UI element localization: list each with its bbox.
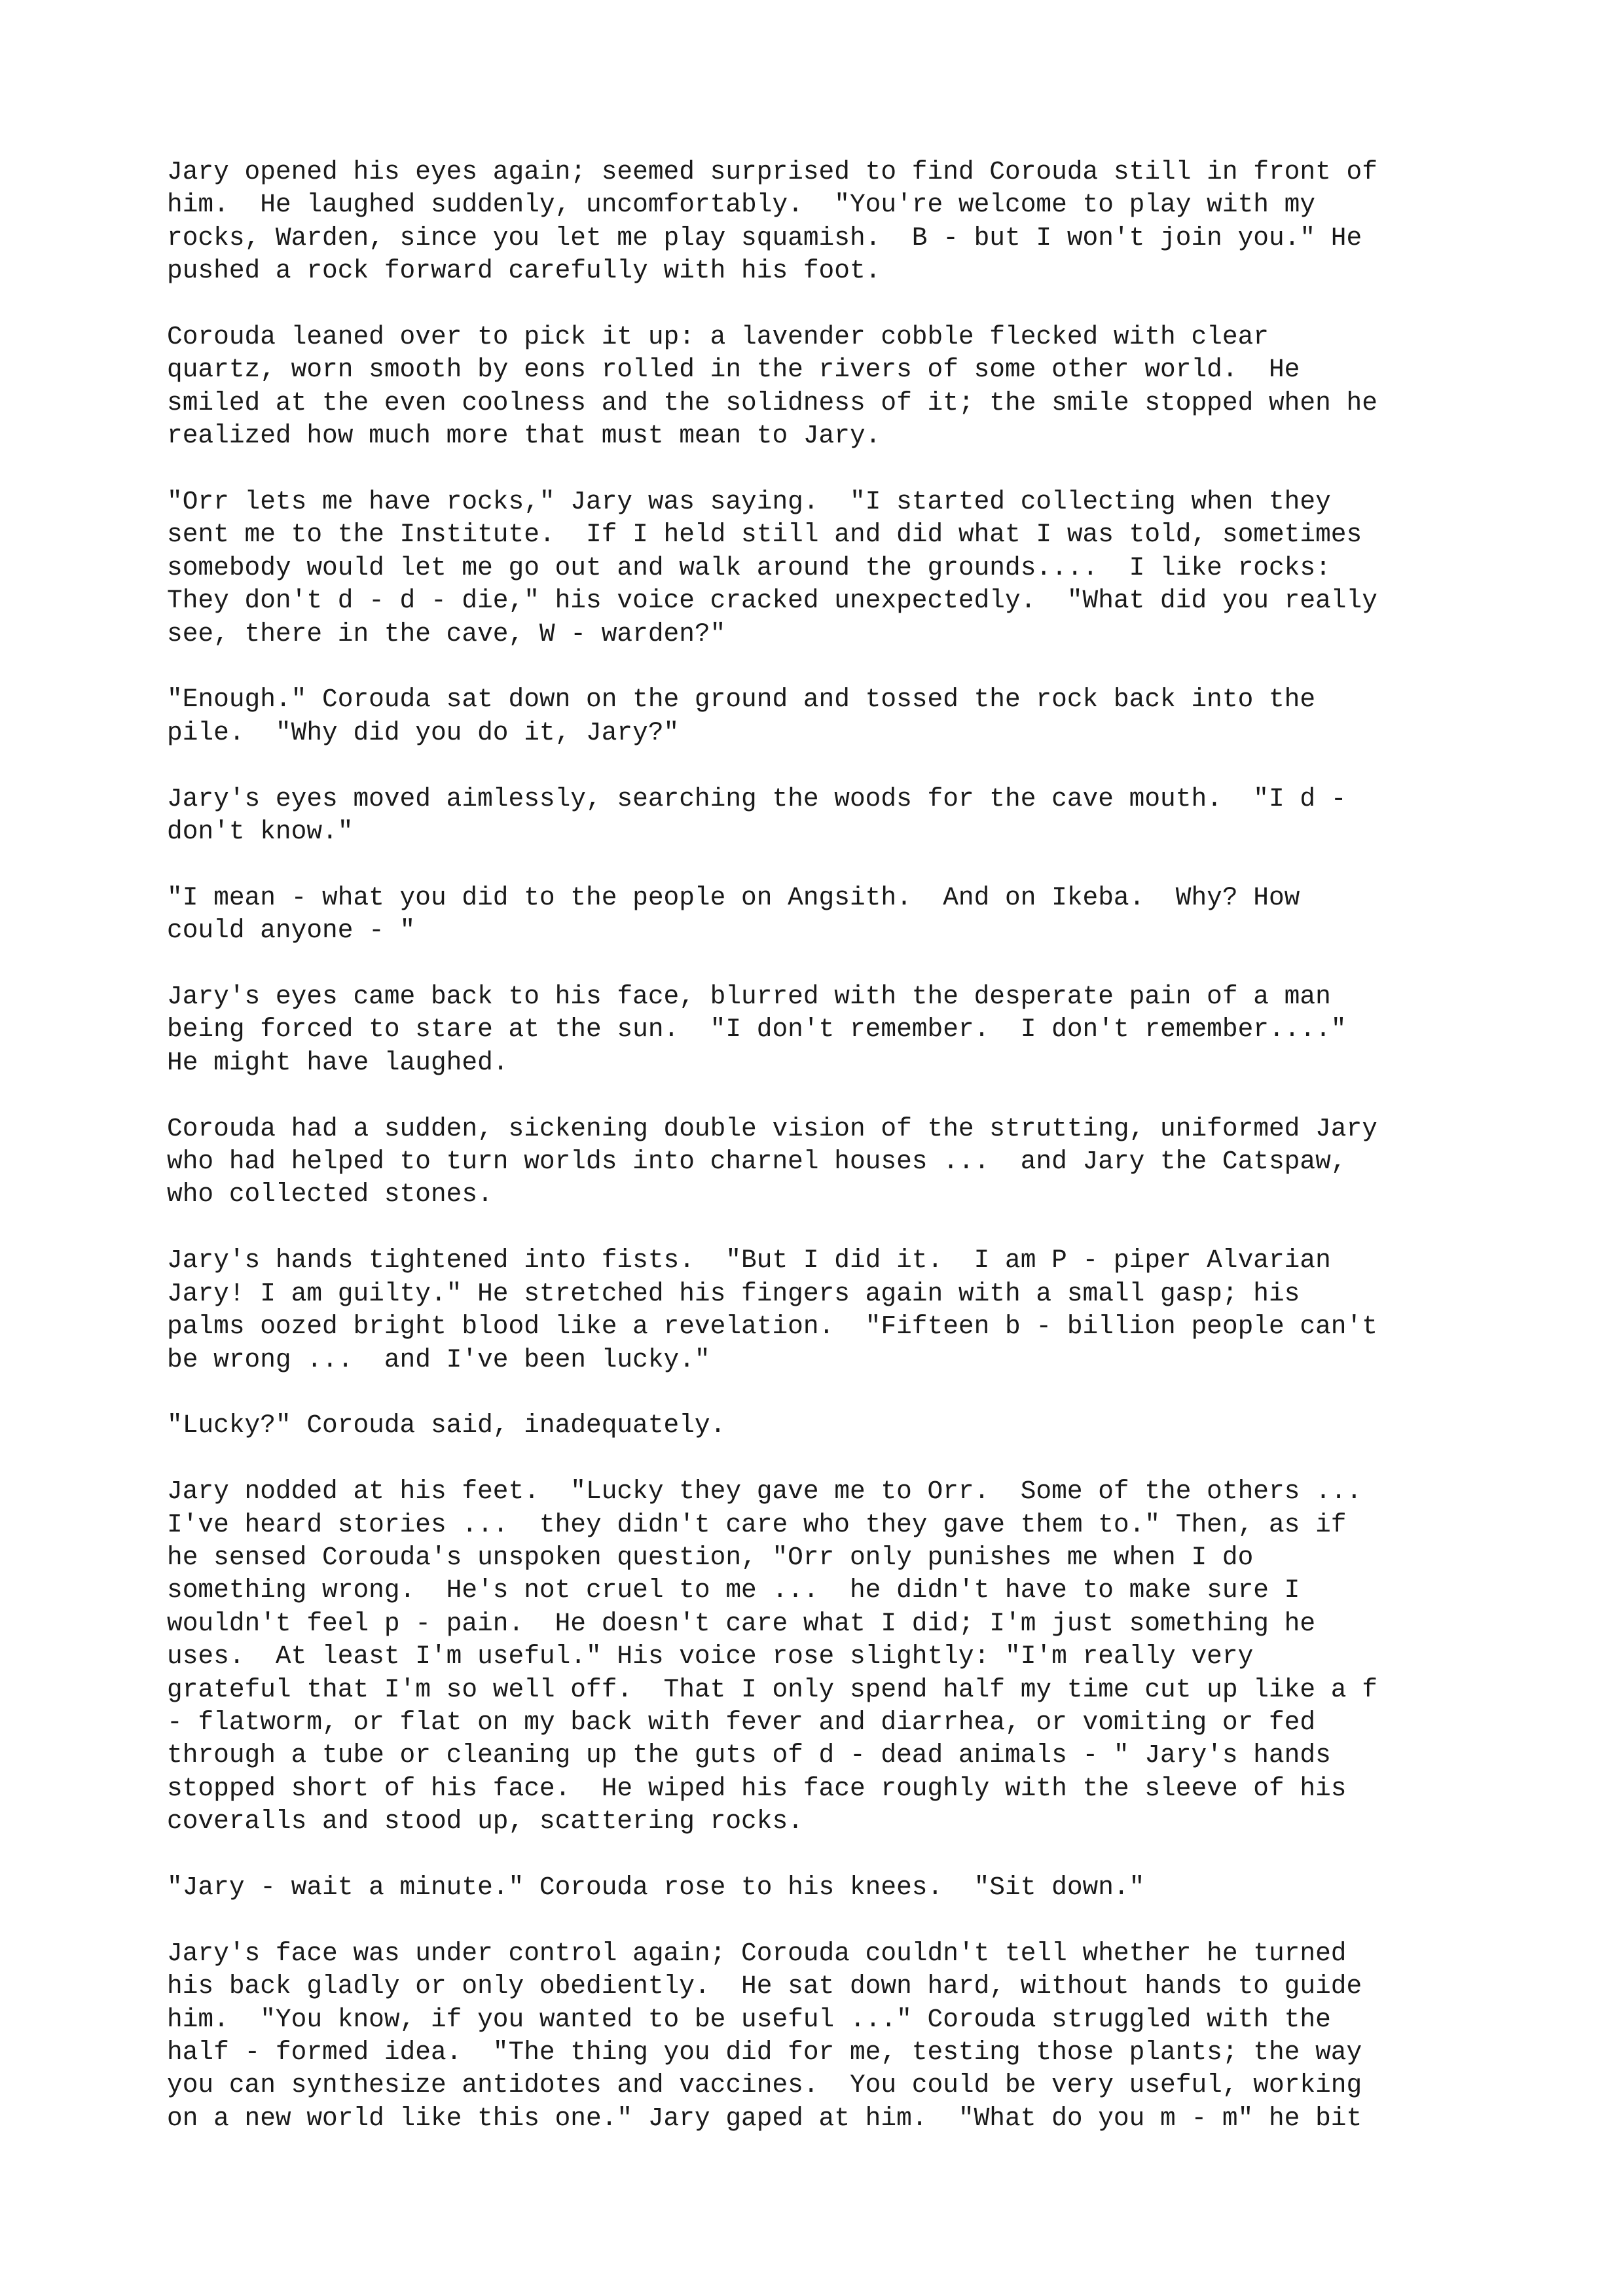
text-line: see, there in the cave, W - warden?" (167, 619, 726, 649)
text-line: he sensed Corouda's unspoken question, "Orr only punishes me when I do (167, 1542, 1254, 1572)
text-line: I've heard stories ... they didn't care who they gave them to." Then, as if (167, 1509, 1347, 1539)
text-line: on a new world like this one." Jary gaped at him. "What do you m - m" he bit (167, 2103, 1362, 2133)
paragraph (167, 1409, 1509, 1442)
text-line: wouldn't feel p - pain. He doesn't care what I did; I'm just something he (167, 1608, 1316, 1638)
text-line: somebody would let me go out and walk around the grounds.... I like rocks: (167, 552, 1331, 583)
text-line: realized how much more that must mean to Jary. (167, 421, 881, 451)
text-line: could anyone - " (167, 916, 416, 946)
text-line: him. "You know, if you wanted to be useful ..." Corouda struggled with the (167, 2004, 1331, 2034)
text-line: They don't d - d - die," his voice cracked unexpectedly. "What did you really (167, 586, 1377, 616)
text-line: "I mean - what you did to the people on Angsith. And on Ikeba. Why? How (167, 882, 1300, 912)
text-line: who had helped to turn worlds into charnel houses ... and Jary the Catspaw, (167, 1147, 1347, 1177)
text-line: smiled at the even coolness and the solidness of it; the smile stopped when he (167, 387, 1377, 418)
paragraph (167, 156, 1509, 288)
text-line: you can synthesize antidotes and vaccines. You could be very useful, working (167, 2070, 1362, 2100)
text-line: Jary opened his eyes again; seemed surprised to find Corouda still in front of (167, 157, 1377, 187)
text-line: He might have laughed. (167, 1047, 509, 1077)
text-line: - flatworm, or flat on my back with fever and diarrhea, or vomiting or fed (167, 1707, 1316, 1737)
text-line: his back gladly or only obediently. He sat down hard, without hands to guide (167, 1971, 1362, 2001)
text-line: stopped short of his face. He wiped his face roughly with the sleeve of his (167, 1773, 1347, 1803)
text-line: "Lucky?" Corouda said, inadequately. (167, 1410, 726, 1441)
text-line: quartz, worn smooth by eons rolled in the rivers of some other world. He (167, 355, 1300, 385)
text-line: Jary's eyes came back to his face, blurred with the desperate pain of a man (167, 982, 1331, 1012)
text-line: "Orr lets me have rocks," Jary was saying. "I started collecting when they (167, 487, 1331, 517)
paragraph (167, 882, 1509, 948)
text-line: rocks, Warden, since you let me play squamish. B - but I won't join you." He (167, 223, 1362, 253)
text-line: him. He laughed suddenly, uncomfortably. "You're welcome to play with my (167, 190, 1316, 220)
paragraph (167, 1475, 1509, 1838)
text-line: Corouda leaned over to pick it up: a lavender cobble flecked with clear (167, 322, 1269, 352)
text-line: coveralls and stood up, scattering rocks. (167, 1806, 803, 1837)
text-line: pile. "Why did you do it, Jary?" (167, 717, 680, 747)
paragraph (167, 783, 1509, 849)
text-line: Jary's eyes moved aimlessly, searching the woods for the cave mouth. "I d - (167, 783, 1347, 814)
text-line: through a tube or cleaning up the guts of d - dead animals - " Jary's hands (167, 1740, 1331, 1770)
paragraph (167, 1871, 1509, 1904)
document-body (167, 156, 1509, 2168)
text-line: "Jary - wait a minute." Corouda rose to his knees. "Sit down." (167, 1872, 1145, 1902)
text-line: don't know." (167, 817, 354, 847)
text-line: "Enough." Corouda sat down on the ground and tossed the rock back into the (167, 685, 1316, 715)
text-line: pushed a rock forward carefully with his foot. (167, 256, 881, 286)
text-line: something wrong. He's not cruel to me ... he didn't have to make sure I (167, 1575, 1300, 1605)
text-line: grateful that I'm so well off. That I only spend half my time cut up like a f (167, 1674, 1377, 1704)
text-line: Corouda had a sudden, sickening double vision of the strutting, uniformed Jary (167, 1113, 1377, 1143)
text-line: who collected stones. (167, 1179, 493, 1210)
paragraph (167, 980, 1509, 1079)
paragraph (167, 683, 1509, 749)
paragraph (167, 321, 1509, 453)
text-line: palms oozed bright blood like a revelation. "Fifteen b - billion people can't (167, 1312, 1377, 1342)
paragraph (167, 1937, 1509, 2135)
text-line: sent me to the Institute. If I held still and did what I was told, sometimes (167, 520, 1362, 550)
text-line: Jary's hands tightened into fists. "But I did it. I am P - piper Alvarian (167, 1246, 1331, 1276)
paragraph (167, 1113, 1509, 1211)
text-line: half - formed idea. "The thing you did for me, testing those plants; the way (167, 2037, 1362, 2067)
paragraph (167, 1244, 1509, 1376)
text-line: uses. At least I'm useful." His voice rose slightly: "I'm really very (167, 1641, 1254, 1672)
paragraph (167, 486, 1509, 651)
text-line: Jary's face was under control again; Corouda couldn't tell whether he turned (167, 1938, 1347, 1968)
text-line: being forced to stare at the sun. "I don't remember. I don't remember...." (167, 1014, 1347, 1045)
text-line: be wrong ... and I've been lucky." (167, 1344, 710, 1374)
text-line: Jary! I am guilty." He stretched his fingers again with a small gasp; his (167, 1278, 1300, 1308)
text-line: Jary nodded at his feet. "Lucky they gave me to Orr. Some of the others ... (167, 1477, 1362, 1507)
